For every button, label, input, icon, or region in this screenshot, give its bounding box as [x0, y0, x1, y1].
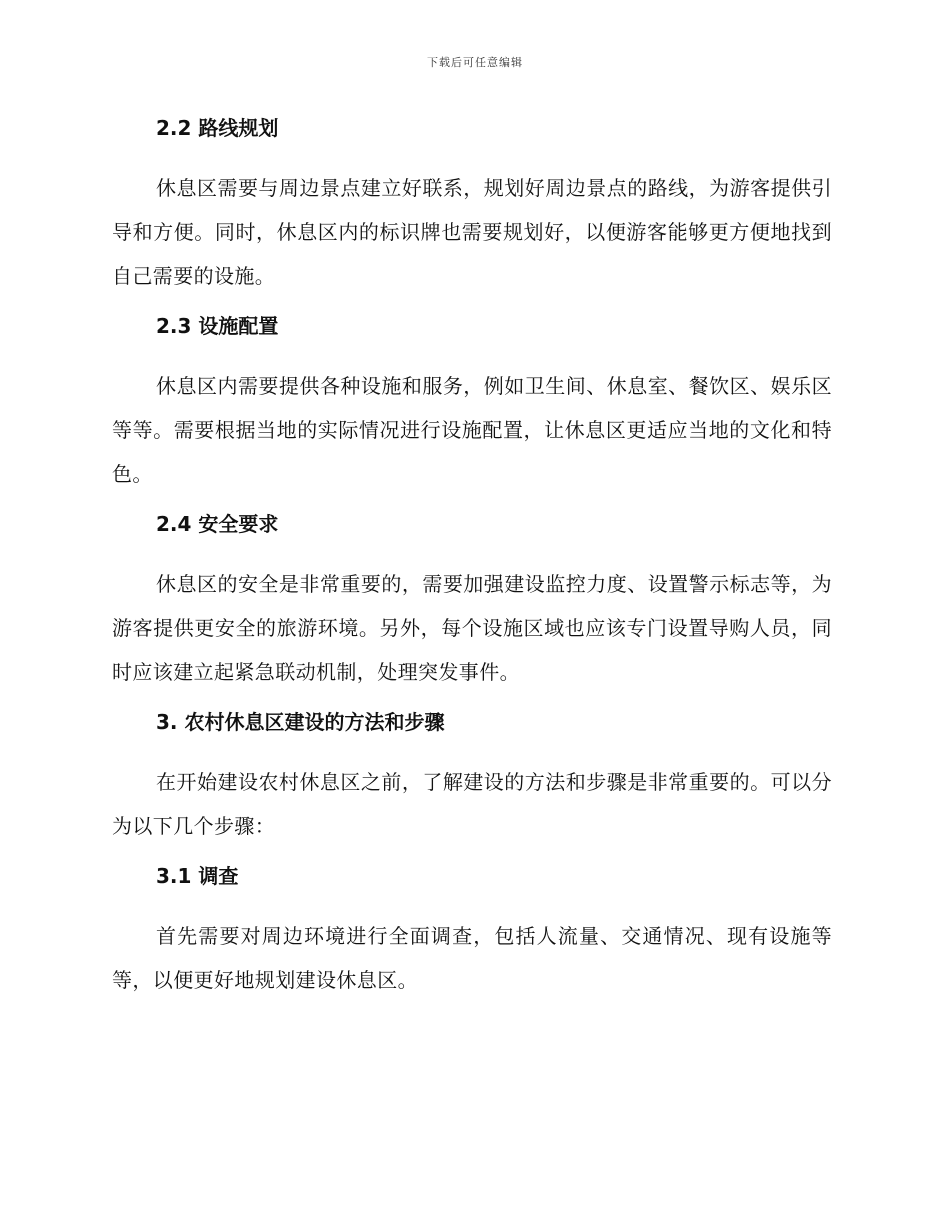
section-heading: 2.3 设施配置: [156, 314, 279, 338]
section-paragraph: 休息区的安全是非常重要的，需要加强建设监控力度、设置警示标志等，为游客提供更安全的旅游环境。另外，每个设施区域也应该专门设置导购人员，同时应该建立起紧急联动机制，处理突发事件。: [112, 572, 832, 684]
section-paragraph: 在开始建设农村休息区之前，了解建设的方法和步骤是非常重要的。可以分为以下几个步骤：: [112, 770, 832, 838]
section-route-planning: [112, 110, 832, 308]
section-heading: 3. 农村休息区建设的方法和步骤: [156, 710, 445, 734]
section-paragraph: 首先需要对周边环境进行全面调查，包括人流量、交通情况、现有设施等等，以便更好地规划建设休息区。: [112, 924, 832, 992]
section-paragraph: 休息区内需要提供各种设施和服务，例如卫生间、休息室、餐饮区、娱乐区等等。需要根据当地的实际情况进行设施配置，让休息区更适应当地的文化和特色。: [112, 374, 832, 486]
section-heading: 3.1 调查: [156, 864, 239, 888]
section-survey: [112, 858, 832, 1002]
header-note: 下载后可任意编辑: [427, 56, 523, 69]
section-facility-config: [112, 308, 832, 506]
section-heading: 2.2 路线规划: [156, 116, 279, 140]
section-safety-requirements: [112, 506, 832, 704]
section-methods-steps: [112, 704, 832, 858]
document-body: [112, 110, 832, 1002]
section-paragraph: 休息区需要与周边景点建立好联系，规划好周边景点的路线，为游客提供引导和方便。同时，休息区内的标识牌也需要规划好，以便游客能够更方便地找到自己需要的设施。: [112, 176, 832, 288]
section-heading: 2.4 安全要求: [156, 512, 279, 536]
